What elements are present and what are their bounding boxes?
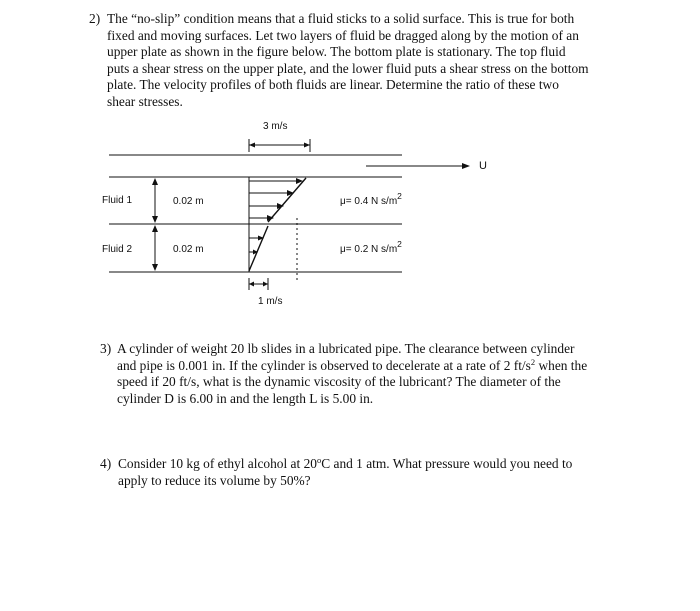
problem-4-line-text: Consider 10 kg of ethyl alcohol at 20 <box>118 456 317 471</box>
fluid2-thickness-arrowhead <box>152 264 158 271</box>
problem-2-line: upper plate as shown in the figure below. The bottom plate is stationary. The top fluid <box>107 44 566 60</box>
dimension-arrowhead <box>263 282 268 287</box>
problem-4-line <box>118 456 572 473</box>
fluid1-label: Fluid 1 <box>102 195 133 206</box>
fluid1-viscosity-label <box>340 191 402 207</box>
superscript: o <box>316 455 322 465</box>
fluid2-viscosity-text: μ= 0.2 N s/m <box>340 244 398 255</box>
fluid2-viscosity-label <box>340 239 402 255</box>
problem-4-number: 4) <box>100 456 112 471</box>
fluid2-thickness-arrowhead <box>152 225 158 232</box>
fluid1-viscosity-text: μ= 0.4 N s/m <box>340 196 398 207</box>
fluid1-thickness-arrowhead <box>152 216 158 223</box>
profile-fluid2-line <box>249 226 268 271</box>
problem-4-line: apply to reduce its volume by 50%? <box>118 472 311 488</box>
top-velocity-label: 3 m/s <box>263 121 288 132</box>
plate-velocity-label: U <box>479 160 487 172</box>
problem-3-line-text: and pipe is 0.001 in. If the cylinder is observed to decelerate at a rate of 2 ft/s <box>117 357 531 373</box>
problem-3-line: cylinder D is 6.00 in and the length L is 5.00 in. <box>117 390 374 406</box>
problem-3-line <box>117 358 587 375</box>
dimension-arrowhead <box>249 282 254 287</box>
fluid1-thickness-arrowhead <box>152 178 158 185</box>
superscript: 2 <box>530 356 536 367</box>
dimension-arrowhead <box>249 143 255 148</box>
problem-2-line: shear stresses. <box>107 93 183 109</box>
problem-2-line: puts a shear stress on the upper plate, and the lower fluid puts a shear stress on the bottom <box>107 60 589 76</box>
viscosity-exponent: 2 <box>397 191 402 201</box>
fluid2-label: Fluid 2 <box>102 244 133 255</box>
fluid1-thickness-label: 0.02 m <box>173 196 204 207</box>
problem-3-line: speed if 20 ft/s, what is the dynamic viscosity of the lubricant? The diameter of the <box>117 374 561 390</box>
problem-3-number: 3) <box>100 341 112 356</box>
problem-2-line: fixed and moving surfaces. Let two layers of fluid be dragged along by the motion of an <box>107 27 579 43</box>
fluid2-thickness-label: 0.02 m <box>173 244 204 255</box>
profile-fluid1-line <box>268 178 306 222</box>
problem-4-text <box>118 456 572 489</box>
problem-2-line: The “no-slip” condition means that a fluid sticks to a solid surface. This is true for both <box>107 11 575 26</box>
problem-3-line: A cylinder of weight 20 lb slides in a lubricated pipe. The clearance between cylinder <box>117 341 575 356</box>
problem-2-number: 2) <box>89 11 101 26</box>
dimension-arrowhead <box>304 143 310 148</box>
problem-3-line-text: when the <box>535 357 588 373</box>
problem-3-text <box>117 341 587 407</box>
problem-2-line: plate. The velocity profiles of both fluids are linear. Determine the ratio of these two <box>107 77 559 93</box>
plate-velocity-arrowhead <box>462 163 470 169</box>
viscosity-exponent: 2 <box>397 239 402 249</box>
interface-velocity-label: 1 m/s <box>258 296 283 307</box>
problem-4-line-text: C and 1 atm. What pressure would you need to <box>321 456 573 471</box>
